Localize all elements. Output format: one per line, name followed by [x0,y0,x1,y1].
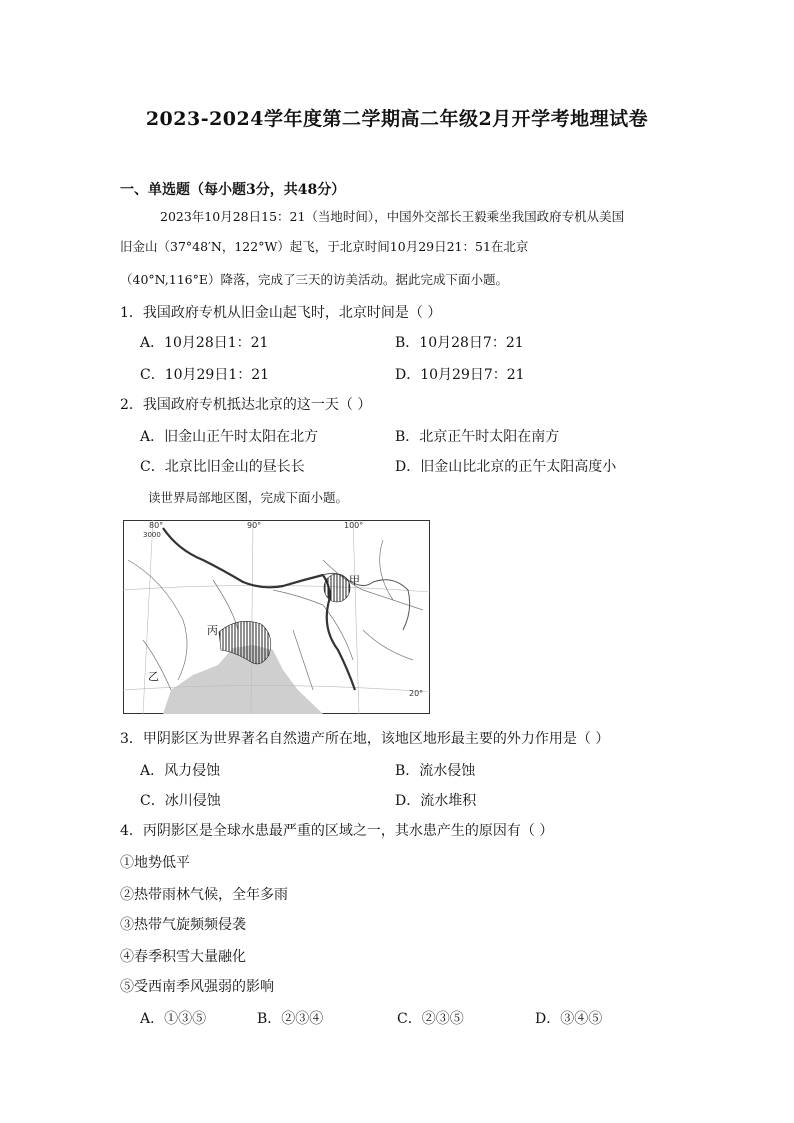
label-yi: 乙 [148,670,159,683]
label-bing: 丙 [207,624,218,637]
q1-stem: 1．我国政府专机从旧金山起飞时，北京时间是（ ） [120,305,442,321]
lon-label-80: 80° [149,521,164,530]
section-heading: 一、单选题（每小题3分，共48分） [120,182,346,198]
q4-item-4: ④春季积雪大量融化 [120,949,246,965]
shade-jia [324,574,350,602]
q4-item-1: ①地势低平 [120,855,190,871]
passage2: 读世界局部地区图，完成下面小题。 [148,490,349,505]
passage1-line3: （40°N,116°E）降落，完成了三天的访美活动。据此完成下面小题。 [120,272,509,287]
passage1-line1: 2023年10月28日15：21（当地时间），中国外交部长王毅乘坐我国政府专机从美国 [160,209,625,224]
q2-option-c[interactable]: C．北京比旧金山的昼长长 [140,459,305,475]
q3-option-a[interactable]: A．风力侵蚀 [140,763,221,779]
q1-option-d[interactable]: D．10月29日7：21 [395,367,525,383]
lon-label-90: 90° [247,521,262,530]
q1-option-a[interactable]: A．10月28日1：21 [140,335,269,351]
lat-label-20: 20° [409,689,424,698]
q3-stem: 3．甲阴影区为世界著名自然遗产所在地，该地区地形最主要的外力作用是（ ） [120,731,610,747]
contour-label: 3000 [143,531,161,539]
region-map [123,520,430,714]
q1-option-c[interactable]: C．10月29日1：21 [140,367,270,383]
q4-item-3: ③热带气旋频频侵袭 [120,917,246,933]
q3-option-c[interactable]: C．冰川侵蚀 [140,793,221,809]
q4-option-b[interactable]: B．②③④ [257,1011,324,1027]
q3-option-d[interactable]: D．流水堆积 [395,793,477,809]
q2-option-b[interactable]: B．北京正午时太阳在南方 [395,429,560,445]
q4-stem: 4．丙阴影区是全球水患最严重的区域之一，其水患产生的原因有（ ） [120,823,554,839]
exam-title: 2023-2024学年度第二学期高二年级2月开学考地理试卷 [145,108,649,130]
q4-option-d[interactable]: D．③④⑤ [535,1011,603,1027]
q2-option-d[interactable]: D．旧金山比北京的正午太阳高度小 [395,459,617,475]
q4-item-2: ②热带雨林气候，全年多雨 [120,887,288,903]
lon-label-100: 100° [344,521,364,530]
q4-option-a[interactable]: A．①③⑤ [140,1011,207,1027]
q4-option-c[interactable]: C．②③⑤ [397,1011,464,1027]
passage1-line2: 旧金山（37°48′N，122°W）起飞，于北京时间10月29日21：51在北京 [120,239,529,254]
q4-item-5: ⑤受西南季风强弱的影响 [120,979,274,995]
q1-option-b[interactable]: B．10月28日7：21 [395,335,524,351]
q2-option-a[interactable]: A．旧金山正午时太阳在北方 [140,429,319,445]
label-jia: 甲 [349,574,360,587]
q2-stem: 2．我国政府专机抵达北京的这一天（ ） [120,397,372,413]
q3-option-b[interactable]: B．流水侵蚀 [395,763,476,779]
